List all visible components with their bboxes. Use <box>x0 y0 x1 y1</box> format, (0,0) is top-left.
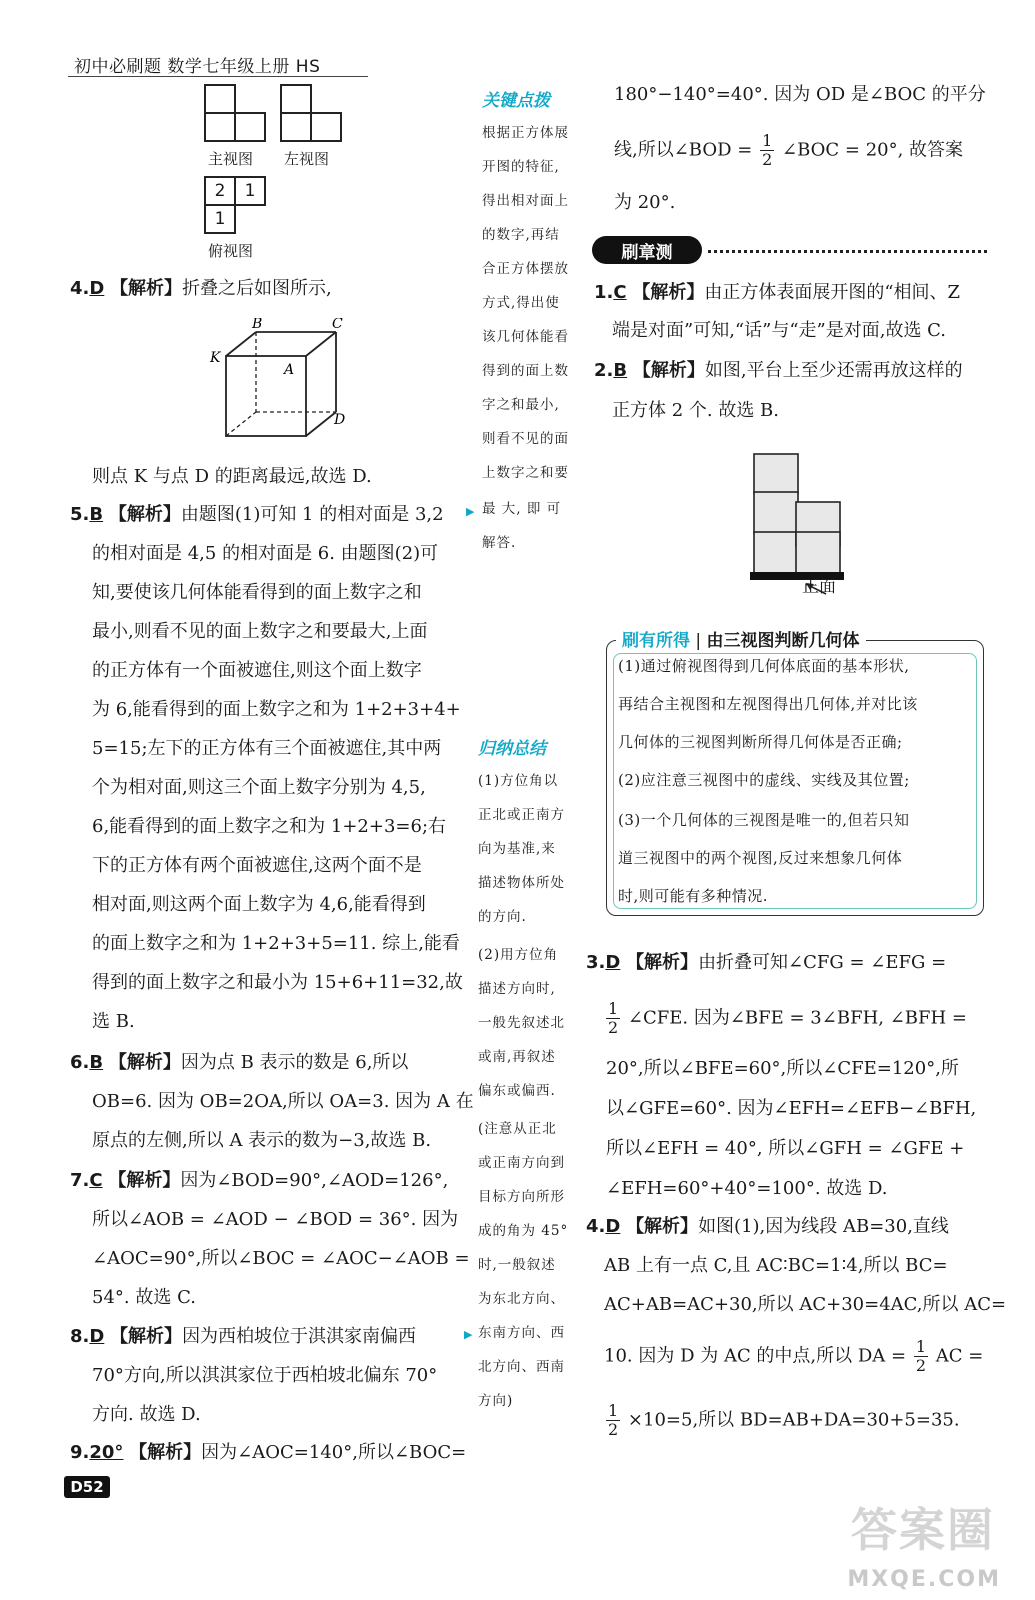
q5-line: 最小,则看不见的面上数字之和要最大,上面 <box>92 621 428 642</box>
q5-line: 的正方体有一个面被遮住,则这个面上数字 <box>92 660 422 681</box>
q8-header <box>70 1326 416 1348</box>
summary-box-line: 再结合主视图和左视图得出几何体,并对比该 <box>618 695 918 713</box>
chapter-test-badge: 刷章测 <box>592 236 702 264</box>
cube-figure <box>200 318 370 448</box>
summary-note-line: (注意从正北 <box>478 1121 557 1137</box>
q9-header <box>70 1442 466 1464</box>
q8-line: 因为西柏坡位于淇淇家南偏西 <box>182 1326 417 1347</box>
c4-text-part: 10. 因为 D 为 AC 的中点,所以 DA = <box>604 1345 907 1367</box>
top-view-caption: 俯视图 <box>208 242 254 260</box>
cube-label-a: A <box>284 362 295 378</box>
fraction-denominator: 2 <box>608 1018 619 1037</box>
q4-conclusion: 则点 K 与点 D 的距离最远,故选 D. <box>92 466 372 487</box>
page-number: D52 <box>64 1476 110 1498</box>
q5-line: 的面上数字之和为 1+2+3+5=11. 综上,能看 <box>92 933 460 954</box>
c3-line: 所以∠EFH = 40°, 所以∠GFH = ∠GFE + <box>606 1138 965 1159</box>
q6-tag: 【解析】 <box>108 1052 181 1073</box>
key-point-line: 根据正方体展 <box>482 125 569 141</box>
fraction-numerator: 1 <box>762 131 773 150</box>
main-view-caption: 主视图 <box>208 150 254 168</box>
q4-answer: D <box>89 278 105 299</box>
c3-answer: D <box>605 952 621 973</box>
q9-number: 9. <box>70 1442 90 1463</box>
c3-line: ∠EFH=60°+40°=100°. 故选 D. <box>606 1178 888 1199</box>
key-point-line: 方式,得出使 <box>482 295 560 311</box>
q4-tag: 【解析】 <box>110 278 183 299</box>
c3-number: 3. <box>586 952 606 973</box>
q9-text-part: ∠BOC = 20°, 故答案 <box>782 139 964 161</box>
q6-line: 原点的左侧,所以 A 表示的数为−3,故选 B. <box>92 1130 432 1151</box>
fraction-denominator: 2 <box>762 150 773 169</box>
c4-text-part: AC = <box>935 1345 984 1367</box>
cube-label-c: C <box>332 318 343 332</box>
summary-box-line: (1)通过俯视图得到几何体底面的基本形状, <box>618 657 910 675</box>
key-point-heading: 关键点拨 <box>482 91 550 111</box>
q5-line: 的相对面是 4,5 的相对面是 6. 由题图(2)可 <box>92 543 439 564</box>
c4-line: AB 上有一点 C,且 AC∶BC=1∶4,所以 BC= <box>604 1255 948 1276</box>
q4-number: 4. <box>70 278 90 299</box>
q6-answer: B <box>89 1052 104 1073</box>
q5-line: 6,能看得到的面上数字之和为 1+2+3=6;右 <box>92 816 447 837</box>
summary-note-line: 描述方向时, <box>478 981 556 997</box>
q6-line: 因为点 B 表示的数是 6,所以 <box>180 1052 409 1073</box>
summary-box-label: 刷有所得 <box>622 631 690 651</box>
summary-note-line: 向为基准,来 <box>478 841 556 857</box>
c2-header <box>594 360 963 382</box>
pointer-arrow-icon: ▶ <box>466 505 475 518</box>
q7-line: 所以∠AOB = ∠AOD − ∠BOD = 36°. 因为 <box>92 1209 459 1230</box>
q7-header <box>70 1170 448 1192</box>
c4-line <box>604 1338 983 1375</box>
fraction-denominator: 2 <box>608 1420 619 1439</box>
summary-note-line: 方向) <box>478 1393 514 1409</box>
key-point-line: 该几何体能看 <box>482 329 569 345</box>
fraction-numerator: 1 <box>608 999 619 1018</box>
summary-note-line: (1)方位角以 <box>478 773 559 789</box>
top-view-cell-2: 2 <box>204 176 236 206</box>
c3-header <box>586 952 946 974</box>
q9-answer: 20° <box>89 1442 124 1463</box>
summary-box-line: (2)应注意三视图中的虚线、实线及其位置; <box>618 771 910 789</box>
summary-note-line: 东南方向、西 <box>478 1325 565 1341</box>
c4-text-part: ×10=5,所以 BD=AB+DA=30+5=35. <box>627 1409 960 1431</box>
summary-box-line: 时,则可能有多种情况. <box>618 887 769 905</box>
c4-line: AC+AB=AC+30,所以 AC+30=4AC,所以 AC= <box>604 1294 1007 1315</box>
q7-answer: C <box>89 1170 103 1191</box>
q5-line: 知,要使该几何体能看得到的面上数字之和 <box>92 582 422 603</box>
c1-tag: 【解析】 <box>632 282 705 303</box>
q7-line: ∠AOC=90°,所以∠BOC = ∠AOC−∠AOB = <box>92 1248 470 1269</box>
fraction-numerator: 1 <box>608 1401 619 1420</box>
fraction <box>606 1000 620 1037</box>
summary-note-line: (2)用方位角 <box>478 947 559 963</box>
key-point-line: 最 大, 即 可 <box>482 501 562 517</box>
summary-box-line: 几何体的三视图判断所得几何体是否正确; <box>618 733 903 751</box>
q5-answer: B <box>89 504 104 525</box>
summary-note-line: 目标方向所形 <box>478 1189 565 1205</box>
fraction-denominator: 2 <box>915 1356 927 1375</box>
summary-note-line: 偏东或偏西. <box>478 1083 556 1099</box>
q5-header <box>70 504 444 526</box>
q4-text: 折叠之后如图所示, <box>182 278 332 299</box>
key-point-line: 合正方体摆放 <box>482 261 569 277</box>
summary-note-line: 或正南方向到 <box>478 1155 565 1171</box>
q8-line: 70°方向,所以淇淇家位于西柏坡北偏东 70° <box>92 1365 438 1386</box>
c4-number: 4. <box>586 1216 606 1237</box>
q8-line: 方向. 故选 D. <box>92 1404 201 1425</box>
q5-line: 选 B. <box>92 1011 135 1032</box>
key-point-line: 得出相对面上 <box>482 193 569 209</box>
header-divider <box>68 76 368 77</box>
c2-answer: B <box>613 360 628 381</box>
c1-answer: C <box>613 282 627 303</box>
summary-box-line: 道三视图中的两个视图,反过来想象几何体 <box>618 849 903 867</box>
q9-tag: 【解析】 <box>129 1442 202 1463</box>
chapter-test-bar <box>592 236 987 266</box>
c2-line: 如图,平台上至少还需再放这样的 <box>704 360 963 381</box>
c4-line: 如图(1),因为线段 AB=30,直线 <box>698 1216 949 1237</box>
q6-number: 6. <box>70 1052 90 1073</box>
top-view-cell-1b: 1 <box>204 204 236 234</box>
c3-line <box>604 1000 967 1037</box>
cube-label-b: B <box>252 318 263 332</box>
c1-line: 由正方体表面展开图的“相间、Z <box>704 282 961 303</box>
key-point-line: 则看不见的面 <box>482 431 569 447</box>
q7-line: 因为∠BOD=90°,∠AOD=126°, <box>180 1170 449 1191</box>
q5-line: 相对面,则这两个面上数字为 4,6,能看得到 <box>92 894 426 915</box>
q9-text-part: 线,所以∠BOD = <box>614 139 753 161</box>
left-view-caption: 左视图 <box>284 150 330 168</box>
summary-note-line: 或南,再叙述 <box>478 1049 556 1065</box>
fraction <box>914 1338 928 1375</box>
q5-line: 个为相对面,则这三个面上数字分别为 4,5, <box>92 777 426 798</box>
watermark-text: MXQE.COM <box>847 1567 1001 1592</box>
key-point-line: 的数字,再结 <box>482 227 560 243</box>
c3-line: 20°,所以∠BFE=60°,所以∠CFE=120°,所 <box>606 1058 959 1079</box>
q5-number: 5. <box>70 504 90 525</box>
dotted-divider <box>708 250 987 253</box>
fraction <box>760 132 774 169</box>
c3-line: 由折叠可知∠CFG = ∠EFG = <box>698 952 947 973</box>
q5-line: 得到的面上数字之和最小为 15+6+11=32,故 <box>92 972 463 993</box>
q4-header <box>70 278 332 300</box>
key-point-line: 解答. <box>482 535 517 551</box>
fraction-numerator: 1 <box>915 1337 927 1356</box>
c2-line: 正方体 2 个. 故选 B. <box>612 400 780 421</box>
c4-answer: D <box>605 1216 621 1237</box>
summary-box-line: (3)一个几何体的三视图是唯一的,但若只知 <box>618 811 910 829</box>
c4-line <box>604 1402 960 1439</box>
stacked-cubes-figure <box>740 446 860 596</box>
q7-number: 7. <box>70 1170 90 1191</box>
q9-continued-line <box>614 132 963 169</box>
q7-tag: 【解析】 <box>108 1170 181 1191</box>
q5-tag: 【解析】 <box>108 504 181 525</box>
q8-number: 8. <box>70 1326 90 1347</box>
summary-note-line: 一般先叙述北 <box>478 1015 565 1031</box>
key-point-line: 得到的面上数 <box>482 363 569 379</box>
c3-text-part: ∠CFE. 因为∠BFE = 3∠BFH, ∠BFH = <box>627 1007 968 1029</box>
q5-line: 为 6,能看得到的面上数字之和为 1+2+3+4+ <box>92 699 461 720</box>
q7-line: 54°. 故选 C. <box>92 1287 196 1308</box>
q9-continued-line: 为 20°. <box>614 192 676 213</box>
q9-text: 因为∠AOC=140°,所以∠BOC= <box>201 1442 467 1463</box>
fraction <box>606 1402 620 1439</box>
c2-number: 2. <box>594 360 614 381</box>
summary-note-line: 成的角为 45° <box>478 1223 569 1239</box>
key-point-line: 上数字之和要 <box>482 465 569 481</box>
cube-label-d: D <box>334 412 346 428</box>
q5-line: 5=15;左下的正方体有三个面被遮住,其中两 <box>92 738 442 759</box>
q8-tag: 【解析】 <box>110 1326 183 1347</box>
c4-header <box>586 1216 949 1238</box>
q5-line: 由题图(1)可知 1 的相对面是 3,2 <box>180 504 444 525</box>
c1-number: 1. <box>594 282 614 303</box>
watermark-logo: 答案圈 <box>851 1503 995 1557</box>
c3-tag: 【解析】 <box>626 952 699 973</box>
summary-note-line: 时,一般叙述 <box>478 1257 556 1273</box>
summary-heading: 归纳总结 <box>478 739 546 759</box>
summary-box-title: 刷有所得 | 由三视图判断几何体 <box>616 626 866 651</box>
pointer-arrow-icon: ▶ <box>464 1328 473 1341</box>
c3-line: 以∠GFE=60°. 因为∠EFH=∠EFB−∠BFH, <box>606 1098 977 1119</box>
key-point-line: 开图的特征, <box>482 159 560 175</box>
summary-note-line: 北方向、西南 <box>478 1359 565 1375</box>
c4-tag: 【解析】 <box>626 1216 699 1237</box>
q6-header <box>70 1052 408 1074</box>
c1-line: 端是对面”可知,“话”与“走”是对面,故选 C. <box>612 320 947 341</box>
page-header: 初中必刷题 数学七年级上册 HS <box>74 57 321 77</box>
summary-note-line: 的方向. <box>478 909 527 925</box>
cube-label-k: K <box>210 350 221 366</box>
c2-tag: 【解析】 <box>632 360 705 381</box>
q5-line: 下的正方体有两个面被遮住,这两个面不是 <box>92 855 422 876</box>
key-point-line: 字之和最小, <box>482 397 560 413</box>
front-caption: 正面 <box>802 577 836 597</box>
q9-continued-line: 180°−140°=40°. 因为 OD 是∠BOC 的平分 <box>614 84 986 105</box>
q6-line: OB=6. 因为 OB=2OA,所以 OA=3. 因为 A 在 <box>92 1091 474 1112</box>
summary-note-line: 正北或正南方 <box>478 807 565 823</box>
top-view-cell-1a: 1 <box>234 176 266 206</box>
summary-note-line: 描述物体所处 <box>478 875 565 891</box>
summary-box-heading: 由三视图判断几何体 <box>706 631 860 651</box>
summary-note-line: 为东北方向、 <box>478 1291 565 1307</box>
q8-answer: D <box>89 1326 105 1347</box>
c1-header <box>594 282 960 304</box>
